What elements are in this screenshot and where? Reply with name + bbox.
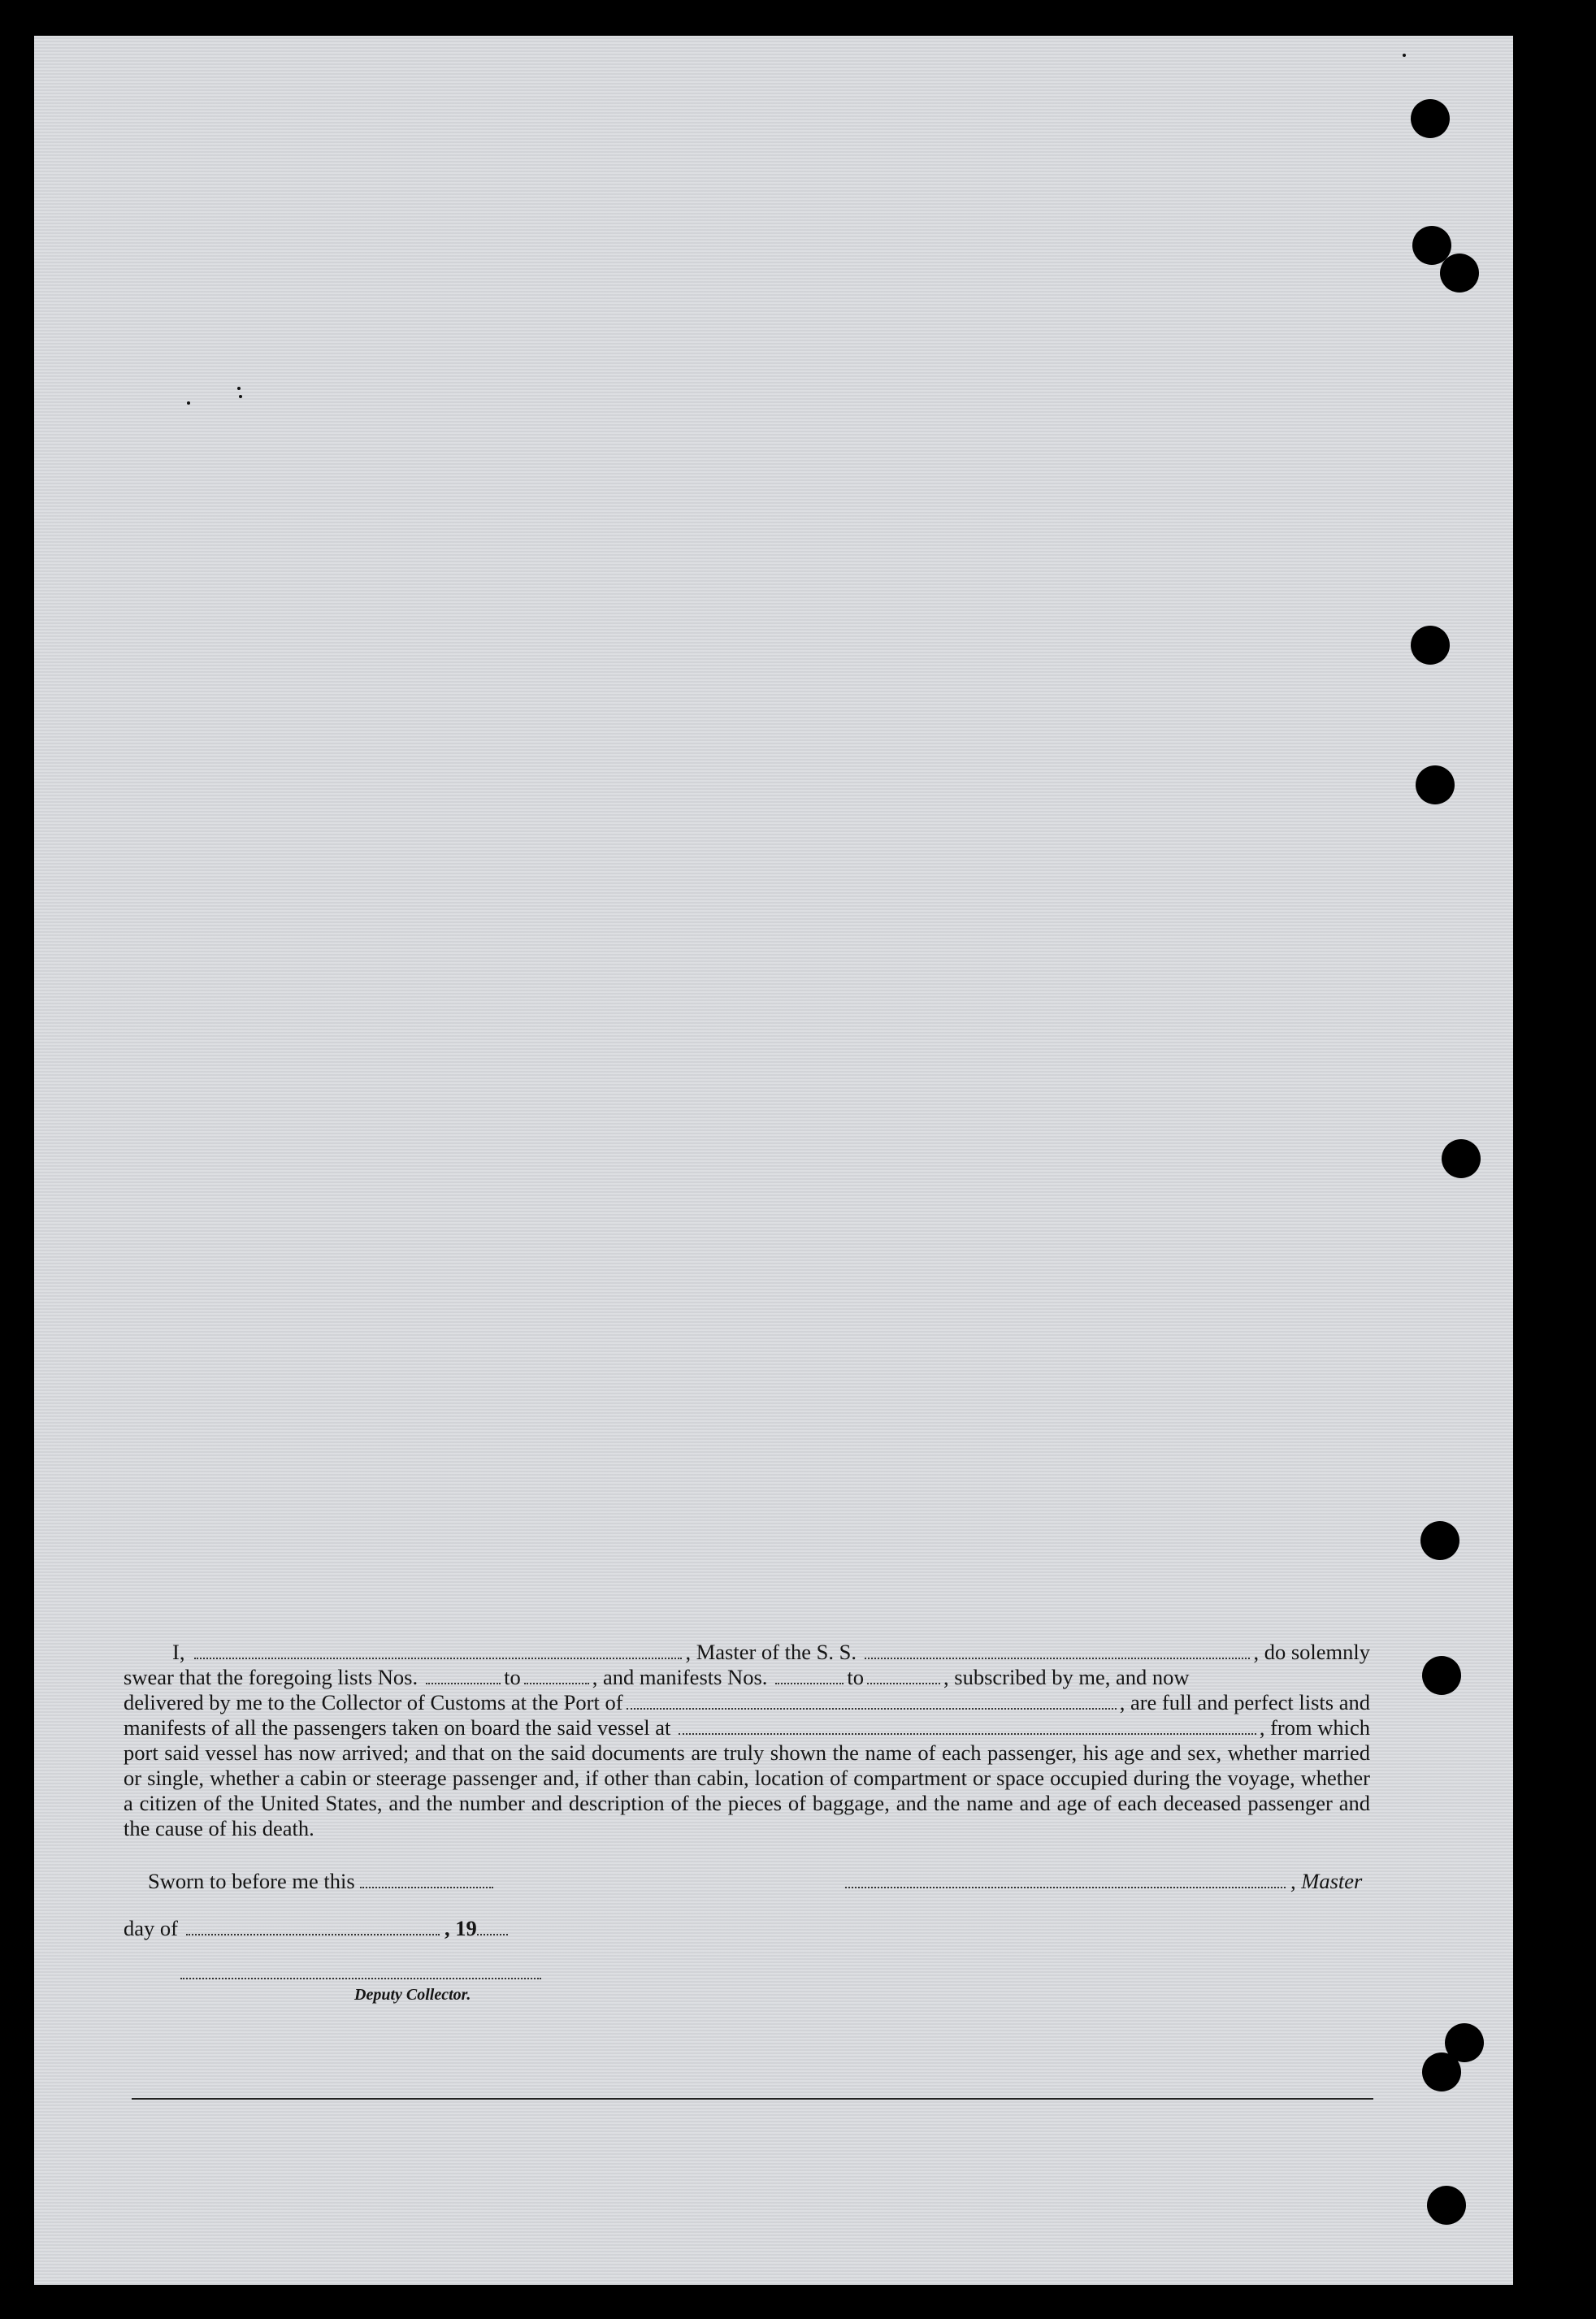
oath-to-2: to	[847, 1665, 865, 1689]
day-of-label: day of	[124, 1916, 178, 1940]
oath-full-perfect: , are full and perfect lists and	[1119, 1690, 1370, 1714]
oath-line-4	[124, 1715, 1370, 1740]
master-signature-blank	[845, 1869, 1286, 1888]
year-prefix: , 19	[444, 1916, 477, 1940]
deputy-collector-label: Deputy Collector.	[354, 1986, 471, 2004]
bottom-rule	[132, 2098, 1373, 2100]
oath-do-solemnly: , do solemnly	[1253, 1640, 1370, 1664]
punch-hole	[1440, 254, 1479, 293]
oath-swear: swear that the foregoing lists Nos.	[124, 1665, 419, 1689]
punch-hole	[1411, 626, 1450, 665]
speck	[187, 401, 190, 405]
oath-i: I,	[172, 1640, 185, 1664]
master-signature-line	[840, 1869, 1362, 1894]
oath-line-1	[124, 1640, 1370, 1665]
oath-delivered: delivered by me to the Collector of Customs at the Port of	[124, 1690, 623, 1714]
departure-port-blank	[679, 1715, 1256, 1735]
document-sheet	[34, 36, 1513, 2285]
speck	[237, 387, 241, 390]
oath-from-which: , from which	[1259, 1715, 1370, 1740]
punch-hole	[1442, 1139, 1481, 1178]
manifest-to-blank	[867, 1665, 940, 1684]
punch-hole	[1420, 1521, 1459, 1560]
oath-line-3	[124, 1690, 1370, 1715]
oath-body: port said vessel has now arrived; and that on the said documents are truly shown the name of each passenger, his age and sex, whether married or single, whether a cabin or steerage passenger and, if other than cabin, location of compartment or space occupied during the voyage, whether a citizen of the United States, and the number and description of the pieces of baggage, and the name and age of each deceased passenger and the cause of his death.	[124, 1740, 1370, 1840]
oath-line-2	[124, 1665, 1370, 1690]
speck	[239, 395, 242, 398]
punch-hole	[1427, 2186, 1466, 2225]
master-name-blank	[194, 1640, 682, 1659]
port-blank	[627, 1690, 1117, 1710]
oath-and-manifests: , and manifests Nos.	[592, 1665, 768, 1689]
sworn-line	[148, 1869, 498, 1894]
oath-to-1: to	[504, 1665, 521, 1689]
punch-hole	[1416, 765, 1455, 804]
day-blank	[186, 1916, 440, 1935]
ship-name-blank	[865, 1640, 1250, 1659]
deputy-signature-blank	[180, 1978, 541, 1979]
year-blank	[477, 1916, 508, 1935]
oath-subscribed: , subscribed by me, and now	[943, 1665, 1190, 1689]
day-of-line	[124, 1916, 513, 1941]
oath-master-of: , Master of the S. S.	[685, 1640, 857, 1664]
manifest-from-blank	[775, 1665, 844, 1684]
punch-hole	[1422, 1656, 1461, 1695]
oath-paragraph	[124, 1640, 1370, 1841]
speck	[1403, 54, 1406, 57]
list-to-blank	[524, 1665, 589, 1684]
list-from-blank	[426, 1665, 501, 1684]
sworn-date-blank	[360, 1869, 493, 1888]
oath-manifests-all: manifests of all the passengers taken on board the said vessel at	[124, 1715, 671, 1740]
sworn-label: Sworn to before me this	[148, 1869, 355, 1893]
master-label: , Master	[1290, 1869, 1363, 1893]
punch-hole	[1411, 99, 1450, 138]
punch-hole	[1422, 2052, 1461, 2091]
